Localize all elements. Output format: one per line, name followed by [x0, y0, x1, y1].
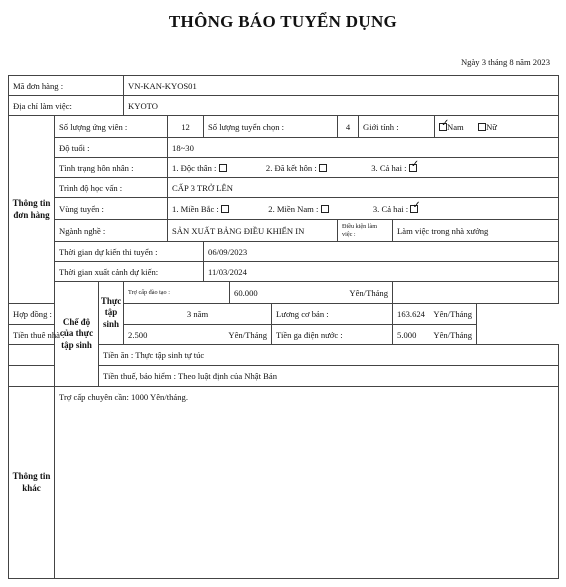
marital-both-label: 3. Cả hai : — [371, 162, 407, 173]
age-row — [9, 138, 559, 158]
exam-date-value: 06/09/2023 — [204, 242, 559, 262]
order-code-row — [9, 76, 559, 96]
training-allowance-label: Trợ cấp đào tạo : — [124, 282, 230, 304]
order-code-label: Mã đơn hàng : — [9, 76, 124, 96]
work-condition-label: Điều kiện làm việc : — [338, 220, 393, 242]
job-row — [9, 220, 559, 242]
work-condition-value: Làm việc trong nhà xưởng — [393, 220, 559, 242]
contract-value: 3 năm — [124, 304, 272, 325]
marital-single-label: 1. Độc thân : — [172, 162, 217, 173]
region-south-label: 2. Miền Nam : — [268, 203, 319, 214]
marital-single-checkbox[interactable] — [219, 164, 227, 172]
contract-label: Hợp đồng : — [9, 304, 124, 325]
order-code-value: VN-KAN-KYOS01 — [124, 76, 559, 96]
marital-married-checkbox[interactable] — [319, 164, 327, 172]
empty-cell — [9, 345, 55, 366]
empty-cell — [9, 366, 55, 387]
training-allowance-cell — [230, 282, 393, 304]
base-salary-unit: Yên/Tháng — [433, 309, 473, 319]
base-salary-label: Lương cơ bản : — [272, 304, 393, 325]
gender-male-checkbox[interactable] — [439, 123, 447, 131]
gender-female-checkbox[interactable] — [478, 123, 486, 131]
marital-row — [9, 158, 559, 178]
marital-options — [168, 158, 559, 178]
age-label: Độ tuổi : — [55, 138, 168, 158]
rent-label: Tiền thuê nhà : — [9, 325, 124, 345]
marital-label: Tình trạng hôn nhân : — [55, 158, 168, 178]
page-title: THÔNG BÁO TUYỂN DỤNG — [168, 12, 398, 31]
education-value: CẤP 3 TRỞ LÊN — [168, 178, 559, 198]
empty-cell — [393, 282, 559, 304]
order-info-section-label: Thông tin đơn hàng — [9, 116, 55, 304]
job-value: SẢN XUẤT BẢNG ĐIỀU KHIỂN IN — [168, 220, 338, 242]
departure-row — [9, 262, 559, 282]
training-allowance-value: 60.000 — [234, 287, 258, 298]
gender-options — [435, 116, 559, 138]
applicants-label: Số lượng ứng viên : — [55, 116, 168, 138]
base-salary-cell — [393, 304, 477, 325]
region-both-checkbox[interactable] — [410, 205, 418, 213]
applicants-row — [9, 116, 559, 138]
tax-insurance-text: Tiền thuế, bảo hiểm : Theo luật định của Nhật Bản — [99, 366, 559, 387]
other-info-text: Trợ cấp chuyên cần: 1000 Yên/tháng. — [55, 387, 559, 579]
marital-both-checkbox[interactable] — [409, 164, 417, 172]
gender-female-label: Nữ — [486, 121, 497, 132]
other-info-section-label: Thông tin khác — [9, 387, 55, 579]
education-label: Trình độ học vấn : — [55, 178, 168, 198]
selected-count-label: Số lượng tuyển chọn : — [204, 116, 338, 138]
intern-sub-label: Thực tập sinh — [99, 282, 124, 345]
gender-male-label: Nam — [447, 121, 464, 132]
region-both-label: 3. Cả hai : — [372, 203, 409, 214]
region-north-label: 1. Miền Bắc : — [172, 203, 219, 214]
workplace-label: Địa chỉ làm việc: — [9, 96, 124, 116]
utilities-value: 5.000 — [397, 329, 417, 340]
exam-date-label: Thời gian dự kiến thi tuyển : — [55, 242, 204, 262]
gender-label: Giới tính : — [359, 116, 435, 138]
rent-cell — [124, 325, 272, 345]
training-allowance-unit: Yên/Tháng — [349, 287, 389, 298]
region-south-checkbox[interactable] — [321, 205, 329, 213]
region-north-checkbox[interactable] — [221, 205, 229, 213]
region-label: Vùng tuyển : — [55, 198, 168, 220]
utilities-cell — [393, 325, 477, 345]
intern-regime-section-label: Chế độ của thực tập sinh — [55, 282, 99, 387]
selected-count-value: 4 — [338, 116, 359, 138]
utilities-unit: Yên/Tháng — [433, 329, 473, 340]
age-value: 18~30 — [168, 138, 559, 158]
base-salary-value: 163.624 — [397, 309, 425, 319]
meals-text: Tiền ăn : Thực tập sinh tự túc — [99, 345, 559, 366]
utilities-label: Tiền ga điện nước : — [272, 325, 393, 345]
other-info-row — [9, 387, 559, 579]
contract-row — [9, 304, 559, 325]
recruitment-form — [8, 75, 559, 579]
job-label: Ngành nghề : — [55, 220, 168, 242]
applicants-value: 12 — [168, 116, 204, 138]
education-row — [9, 178, 559, 198]
departure-date-value: 11/03/2024 — [204, 262, 559, 282]
region-options — [168, 198, 559, 220]
rent-value: 2.500 — [128, 329, 148, 340]
rent-unit: Yên/Tháng — [228, 329, 268, 340]
region-row — [9, 198, 559, 220]
workplace-value: KYOTO — [124, 96, 559, 116]
workplace-row — [9, 96, 559, 116]
training-allowance-row — [9, 282, 559, 304]
document-date: Ngày 3 tháng 8 năm 2023 — [460, 57, 550, 67]
departure-date-label: Thời gian xuất cảnh dự kiến: — [55, 262, 204, 282]
marital-married-label: 2. Đã kết hôn : — [265, 162, 317, 173]
exam-row — [9, 242, 559, 262]
